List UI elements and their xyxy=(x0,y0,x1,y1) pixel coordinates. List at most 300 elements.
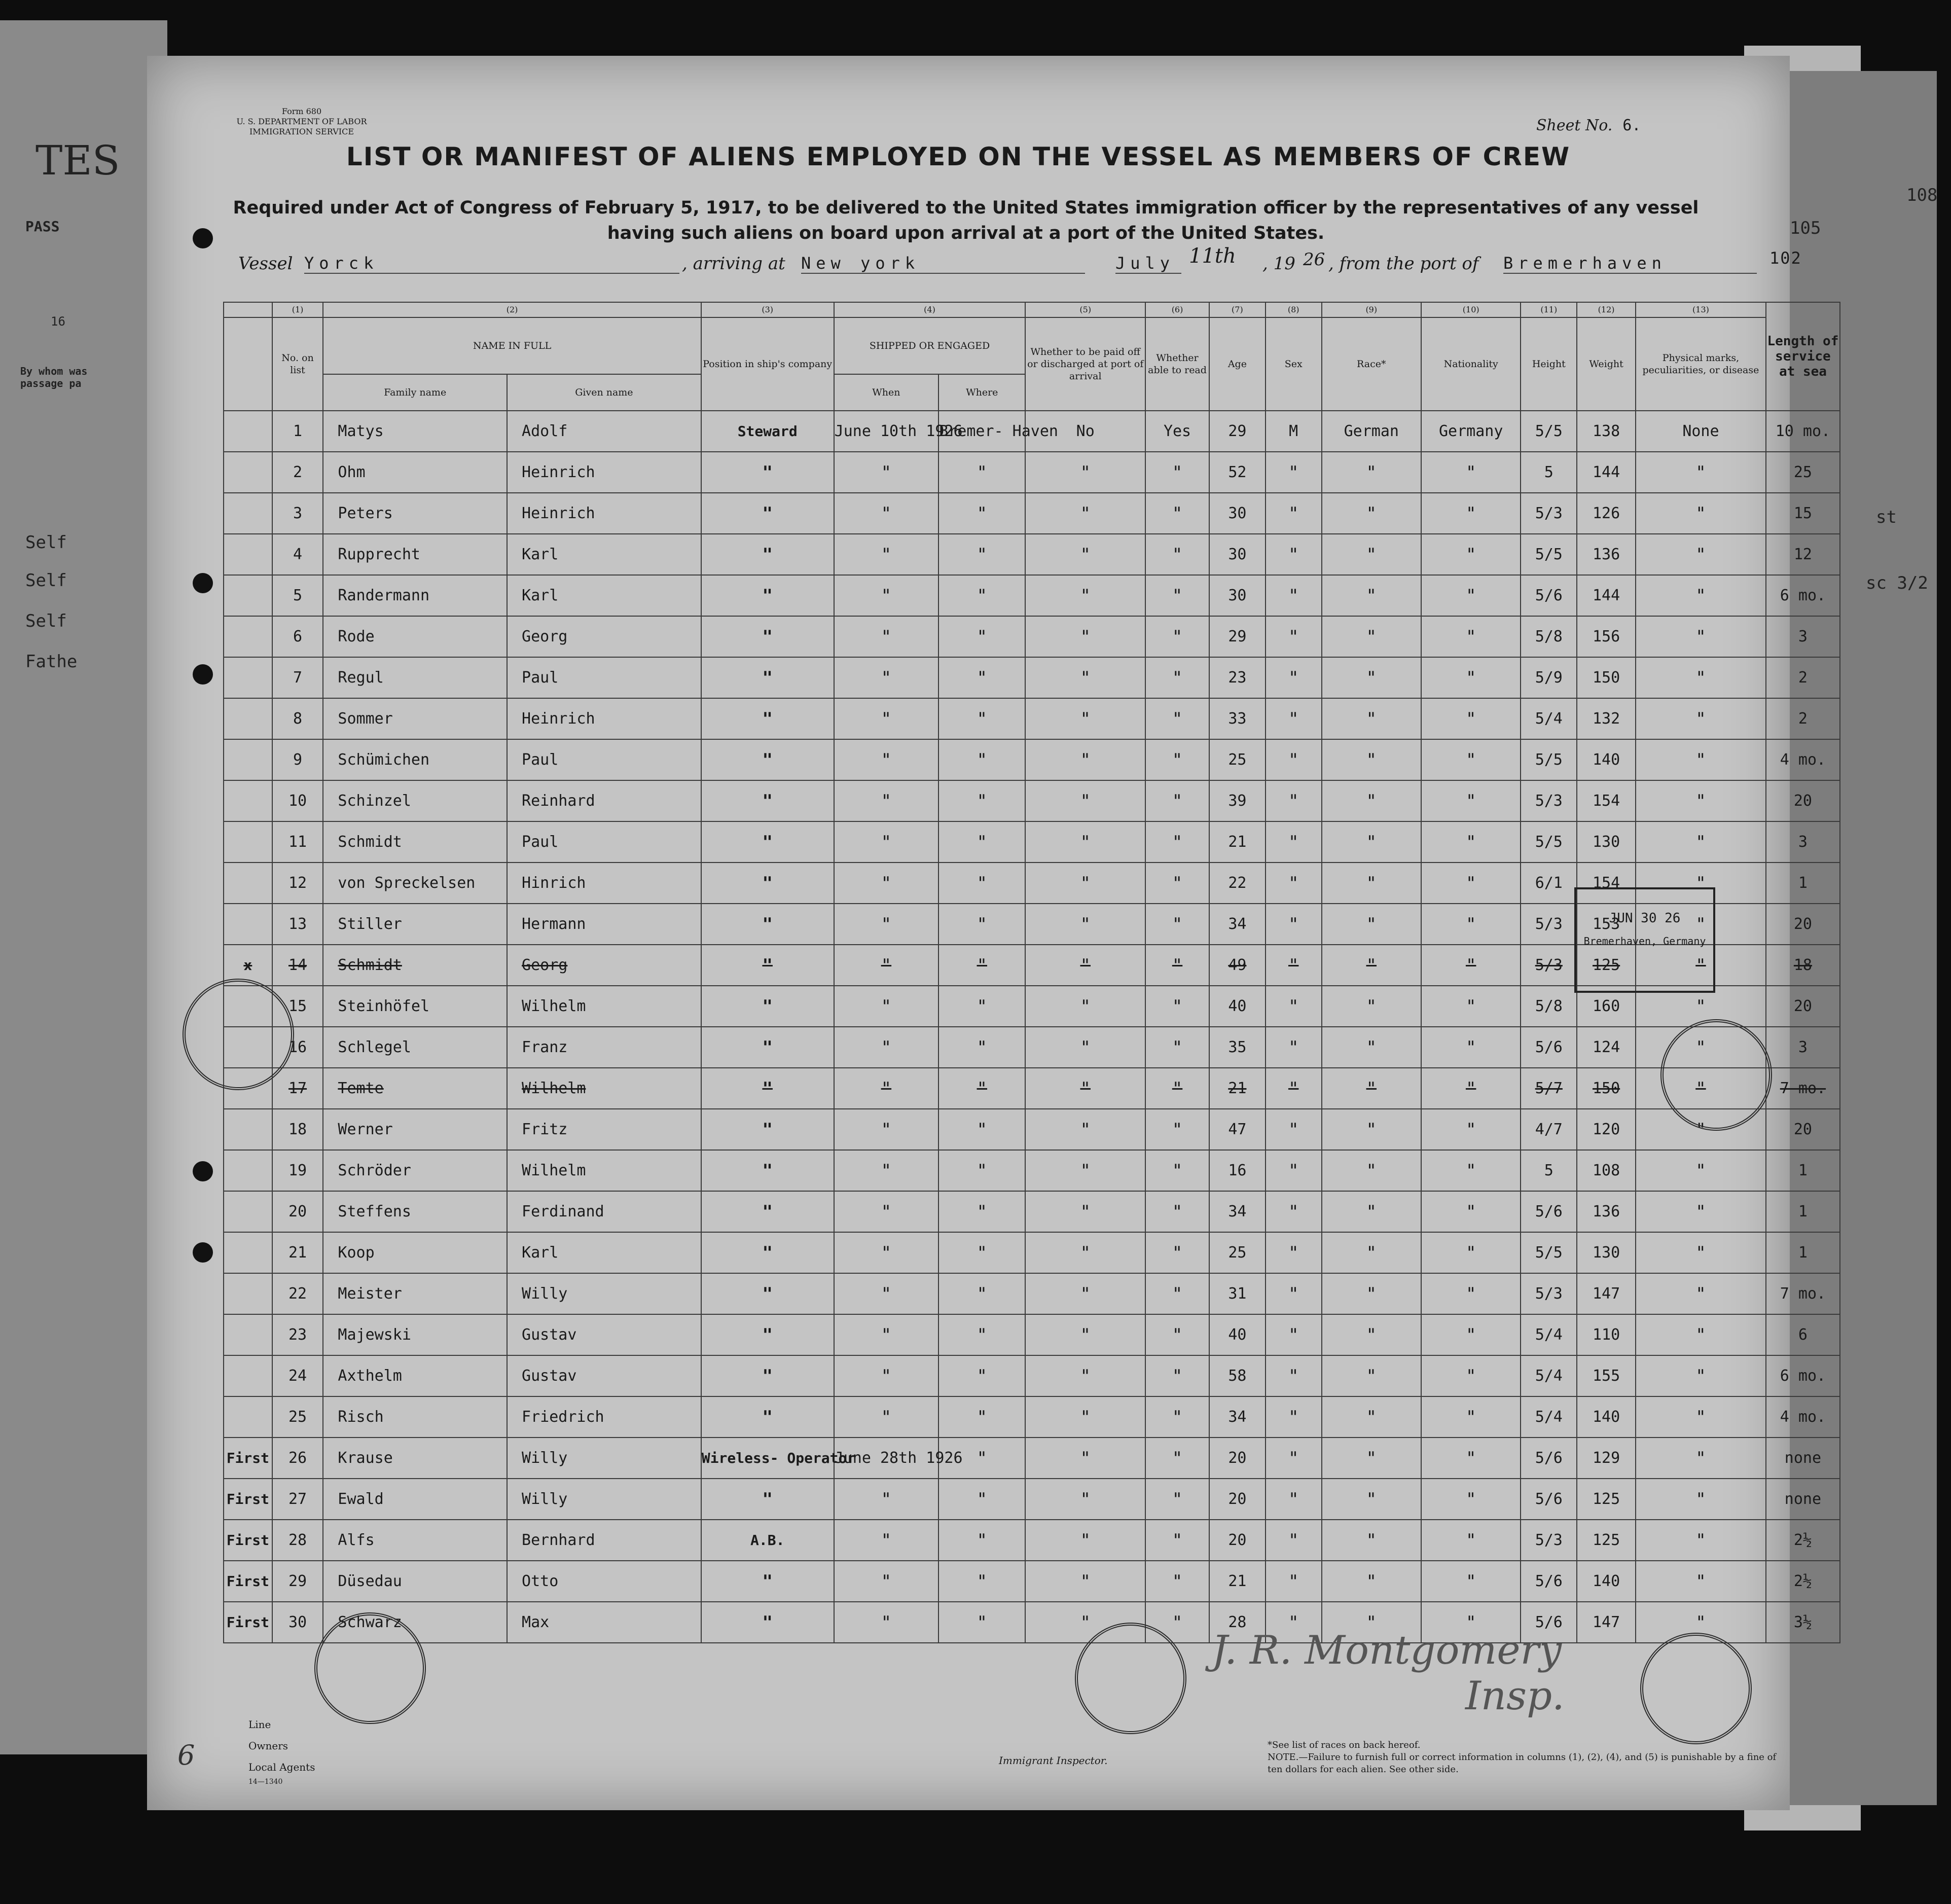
service-length-cell: 20 xyxy=(1766,986,1840,1027)
nationality-cell: " xyxy=(1421,657,1521,698)
nationality-cell: " xyxy=(1421,1150,1521,1191)
race-cell: " xyxy=(1322,1479,1421,1520)
given-name-cell: Reinhard xyxy=(507,780,701,821)
height-header: Height xyxy=(1521,317,1577,411)
row-mark-cell xyxy=(224,411,272,452)
shipped-where-cell: " xyxy=(938,534,1025,575)
height-cell: 5/6 xyxy=(1521,1027,1577,1068)
age-header: Age xyxy=(1209,317,1266,411)
able-to-read-cell: " xyxy=(1145,1150,1209,1191)
under-text-sc: sc 3/2 xyxy=(1866,573,1928,593)
physical-marks-cell: None xyxy=(1636,411,1766,452)
height-cell: 5/4 xyxy=(1521,1314,1577,1355)
column-header-row xyxy=(224,317,1840,374)
given-name-cell: Bernhard xyxy=(507,1520,701,1561)
penalty-note: NOTE.—Failure to furnish full or correct information in columns (1), (2), (4), and (5) is punishable by a fine of ten dollars for each alien. See other side. xyxy=(1268,1752,1777,1775)
row-number-cell: 27 xyxy=(272,1479,323,1520)
shipped-where-cell: " xyxy=(938,1396,1025,1438)
paid-off-cell: " xyxy=(1025,1273,1145,1314)
paid-off-cell: " xyxy=(1025,1561,1145,1602)
paid-off-cell: " xyxy=(1025,698,1145,739)
shipped-engaged-header: SHIPPED OR ENGAGED xyxy=(834,317,1026,374)
able-to-read-cell: " xyxy=(1145,1602,1209,1643)
race-cell: " xyxy=(1322,945,1421,986)
paid-off-cell: No xyxy=(1025,411,1145,452)
shipped-where-cell: " xyxy=(938,1438,1025,1479)
shipped-when-cell: " xyxy=(834,863,938,904)
physical-marks-cell: " xyxy=(1636,575,1766,616)
shipped-where-cell: " xyxy=(938,1068,1025,1109)
paid-off-cell: " xyxy=(1025,575,1145,616)
row-number-cell: 7 xyxy=(272,657,323,698)
col-num: (1) xyxy=(272,302,323,317)
shipped-where-cell: " xyxy=(938,863,1025,904)
consulate-seal xyxy=(1640,1633,1752,1744)
punch-hole xyxy=(193,1242,213,1263)
able-to-read-cell: " xyxy=(1145,1438,1209,1479)
family-name-cell: Rupprecht xyxy=(323,534,507,575)
family-name-cell: Meister xyxy=(323,1273,507,1314)
sex-cell: " xyxy=(1266,1520,1322,1561)
arrival-port: New york xyxy=(801,254,1085,274)
row-number-cell: 6 xyxy=(272,616,323,657)
service-length-cell: 4 mo. xyxy=(1766,739,1840,780)
race-cell: " xyxy=(1322,1520,1421,1561)
race-cell: " xyxy=(1322,1027,1421,1068)
physical-marks-cell: " xyxy=(1636,1150,1766,1191)
given-name-cell: Adolf xyxy=(507,411,701,452)
race-cell: " xyxy=(1322,1355,1421,1396)
sex-cell: " xyxy=(1266,575,1322,616)
age-cell: 30 xyxy=(1209,534,1266,575)
shipped-when-cell: " xyxy=(834,1191,938,1232)
family-name-cell: Schmidt xyxy=(323,945,507,986)
service-length-cell: 2 xyxy=(1766,657,1840,698)
weight-cell: 154 xyxy=(1577,780,1636,821)
family-name-cell: Schümichen xyxy=(323,739,507,780)
shipped-when-cell: " xyxy=(834,1520,938,1561)
from-port-label: , from the port of xyxy=(1328,254,1479,274)
col-num: (7) xyxy=(1209,302,1266,317)
nationality-cell: " xyxy=(1421,575,1521,616)
table-row xyxy=(224,1438,1840,1479)
shipped-where-cell: " xyxy=(938,452,1025,493)
row-mark-cell xyxy=(224,780,272,821)
handwritten-page-number: 6 xyxy=(177,1739,195,1771)
paid-off-cell: " xyxy=(1025,1602,1145,1643)
service-length-cell: 18 xyxy=(1766,945,1840,986)
shipped-when-cell: " xyxy=(834,452,938,493)
given-name-cell: Wilhelm xyxy=(507,986,701,1027)
paid-off-cell: " xyxy=(1025,1355,1145,1396)
row-number-cell: 15 xyxy=(272,986,323,1027)
row-mark-cell xyxy=(224,1355,272,1396)
weight-cell: 136 xyxy=(1577,534,1636,575)
shipped-where-cell: " xyxy=(938,1479,1025,1520)
family-name-cell: Krause xyxy=(323,1438,507,1479)
row-number-cell: 21 xyxy=(272,1232,323,1273)
race-cell: " xyxy=(1322,986,1421,1027)
table-row xyxy=(224,452,1840,493)
row-mark-cell xyxy=(224,452,272,493)
vessel-label: Vessel xyxy=(238,254,293,274)
height-cell: 5 xyxy=(1521,452,1577,493)
row-mark-cell: First xyxy=(224,1520,272,1561)
physical-marks-cell: " xyxy=(1636,1602,1766,1643)
height-cell: 5/3 xyxy=(1521,780,1577,821)
table-row xyxy=(224,411,1840,452)
physical-marks-cell: " xyxy=(1636,739,1766,780)
given-name-cell: Wilhelm xyxy=(507,1150,701,1191)
row-mark-cell: First xyxy=(224,1602,272,1643)
shipped-when-cell: " xyxy=(834,780,938,821)
punch-hole xyxy=(193,228,213,248)
table-row xyxy=(224,1232,1840,1273)
row-number-cell: 17 xyxy=(272,1068,323,1109)
sex-cell: M xyxy=(1266,411,1322,452)
able-to-read-cell: " xyxy=(1145,986,1209,1027)
row-number-cell: 29 xyxy=(272,1561,323,1602)
footer-line-label: Line xyxy=(248,1718,271,1731)
consulate-seal xyxy=(1660,1019,1772,1131)
given-name-cell: Heinrich xyxy=(507,452,701,493)
family-name-cell: Axthelm xyxy=(323,1355,507,1396)
weight-cell: 120 xyxy=(1577,1109,1636,1150)
row-mark-cell: First xyxy=(224,1438,272,1479)
position-cell: " xyxy=(701,1068,834,1109)
weight-cell: 129 xyxy=(1577,1438,1636,1479)
weight-cell: 125 xyxy=(1577,1479,1636,1520)
race-cell: " xyxy=(1322,1314,1421,1355)
row-mark-cell xyxy=(224,1273,272,1314)
shipped-where-cell: " xyxy=(938,986,1025,1027)
given-name-cell: Heinrich xyxy=(507,493,701,534)
race-cell: " xyxy=(1322,1602,1421,1643)
weight-cell: 124 xyxy=(1577,1027,1636,1068)
shipped-where-cell: " xyxy=(938,1602,1025,1643)
sex-cell: " xyxy=(1266,698,1322,739)
given-name-cell: Fritz xyxy=(507,1109,701,1150)
punch-hole xyxy=(193,573,213,593)
position-cell: " xyxy=(701,657,834,698)
position-cell: " xyxy=(701,1355,834,1396)
nationality-cell: " xyxy=(1421,986,1521,1027)
position-cell: " xyxy=(701,1109,834,1150)
race-cell: " xyxy=(1322,616,1421,657)
table-row xyxy=(224,1396,1840,1438)
sex-cell: " xyxy=(1266,863,1322,904)
sex-cell: " xyxy=(1266,821,1322,863)
row-mark-cell xyxy=(224,616,272,657)
family-name-cell: Peters xyxy=(323,493,507,534)
sex-cell: " xyxy=(1266,1027,1322,1068)
given-name-cell: Paul xyxy=(507,821,701,863)
inspector-signature: J. R. Montgomery xyxy=(1212,1628,1562,1673)
age-cell: 47 xyxy=(1209,1109,1266,1150)
height-cell: 5/3 xyxy=(1521,945,1577,986)
able-to-read-cell: Yes xyxy=(1145,411,1209,452)
row-number-cell: 25 xyxy=(272,1396,323,1438)
age-cell: 34 xyxy=(1209,1396,1266,1438)
arriving-label: , arriving at xyxy=(682,254,785,274)
service-length-cell: 7 mo. xyxy=(1766,1068,1840,1109)
underlying-sheet-left xyxy=(0,20,167,1754)
position-cell: " xyxy=(701,1232,834,1273)
shipped-when-cell: " xyxy=(834,1396,938,1438)
departure-port: Bremerhaven xyxy=(1503,254,1757,274)
given-name-cell: Gustav xyxy=(507,1314,701,1355)
age-cell: 20 xyxy=(1209,1479,1266,1520)
given-name-cell: Otto xyxy=(507,1561,701,1602)
sex-cell: " xyxy=(1266,1068,1322,1109)
paid-off-cell: " xyxy=(1025,1520,1145,1561)
row-mark-cell xyxy=(224,1191,272,1232)
height-cell: 5/5 xyxy=(1521,739,1577,780)
given-name-cell: Max xyxy=(507,1602,701,1643)
position-cell: " xyxy=(701,739,834,780)
row-mark-cell xyxy=(224,657,272,698)
nationality-cell: " xyxy=(1421,1191,1521,1232)
position-cell: " xyxy=(701,698,834,739)
age-cell: 21 xyxy=(1209,821,1266,863)
age-cell: 23 xyxy=(1209,657,1266,698)
physical-marks-cell: " xyxy=(1636,1355,1766,1396)
table-row xyxy=(224,1068,1840,1109)
immigrant-inspector-label: Immigrant Inspector. xyxy=(999,1754,1108,1767)
height-cell: 5/6 xyxy=(1521,1191,1577,1232)
row-mark-cell xyxy=(224,1232,272,1273)
service-length-cell: 6 mo. xyxy=(1766,575,1840,616)
able-to-read-cell: " xyxy=(1145,698,1209,739)
able-to-read-cell: " xyxy=(1145,863,1209,904)
service-length-cell: 6 mo. xyxy=(1766,1355,1840,1396)
service-length-cell: none xyxy=(1766,1438,1840,1479)
service-name: IMMIGRATION SERVICE xyxy=(249,127,354,136)
col-num: (3) xyxy=(701,302,834,317)
shipped-where-cell: " xyxy=(938,1027,1025,1068)
sex-header: Sex xyxy=(1266,317,1322,411)
height-cell: 5/5 xyxy=(1521,821,1577,863)
weight-cell: 138 xyxy=(1577,411,1636,452)
position-header: Position in ship's company xyxy=(701,317,834,411)
shipped-when-cell: " xyxy=(834,1150,938,1191)
table-row xyxy=(224,1314,1840,1355)
given-name-cell: Friedrich xyxy=(507,1396,701,1438)
family-name-cell: Rode xyxy=(323,616,507,657)
age-cell: 34 xyxy=(1209,1191,1266,1232)
paid-off-cell: " xyxy=(1025,1438,1145,1479)
nationality-cell: " xyxy=(1421,863,1521,904)
race-cell: " xyxy=(1322,493,1421,534)
table-row xyxy=(224,1355,1840,1396)
shipped-when-cell: " xyxy=(834,1479,938,1520)
consulate-seal xyxy=(314,1612,426,1724)
shipped-where-cell: " xyxy=(938,739,1025,780)
shipped-when-cell: June 28th 1926 xyxy=(834,1438,938,1479)
table-row xyxy=(224,616,1840,657)
height-cell: 5/3 xyxy=(1521,1273,1577,1314)
height-cell: 5/4 xyxy=(1521,1355,1577,1396)
no-on-list-header: No. on list xyxy=(272,317,323,411)
table-row xyxy=(224,780,1840,821)
weight-cell: 140 xyxy=(1577,1396,1636,1438)
position-cell: " xyxy=(701,1561,834,1602)
family-name-cell: Schinzel xyxy=(323,780,507,821)
sex-cell: " xyxy=(1266,986,1322,1027)
nationality-cell: " xyxy=(1421,1438,1521,1479)
service-length-cell: 3 xyxy=(1766,821,1840,863)
race-cell: " xyxy=(1322,1232,1421,1273)
sex-cell: " xyxy=(1266,616,1322,657)
paid-off-cell: " xyxy=(1025,616,1145,657)
shipped-when-cell: " xyxy=(834,698,938,739)
family-name-cell: Majewski xyxy=(323,1314,507,1355)
sex-cell: " xyxy=(1266,1232,1322,1273)
age-cell: 25 xyxy=(1209,1232,1266,1273)
given-name-cell: Willy xyxy=(507,1273,701,1314)
paid-off-cell: " xyxy=(1025,1150,1145,1191)
physical-marks-cell: " xyxy=(1636,657,1766,698)
service-length-cell: 12 xyxy=(1766,534,1840,575)
paid-off-cell: " xyxy=(1025,739,1145,780)
nationality-cell: " xyxy=(1421,1232,1521,1273)
row-mark-cell xyxy=(224,863,272,904)
physical-marks-cell: " xyxy=(1636,1438,1766,1479)
vessel-line xyxy=(223,244,1802,279)
physical-marks-cell: " xyxy=(1636,1314,1766,1355)
service-length-cell: 3 xyxy=(1766,1027,1840,1068)
row-number-cell: 16 xyxy=(272,1027,323,1068)
row-mark-cell: First xyxy=(224,1561,272,1602)
sex-cell: " xyxy=(1266,534,1322,575)
form-reference xyxy=(218,106,385,137)
arrival-month: July xyxy=(1115,254,1181,274)
position-cell: " xyxy=(701,863,834,904)
race-cell: " xyxy=(1322,534,1421,575)
table-row xyxy=(224,575,1840,616)
shipped-where-cell: " xyxy=(938,698,1025,739)
row-number-cell: 2 xyxy=(272,452,323,493)
nationality-cell: " xyxy=(1421,698,1521,739)
shipped-when-cell: " xyxy=(834,986,938,1027)
sex-cell: " xyxy=(1266,1314,1322,1355)
height-cell: 5/5 xyxy=(1521,534,1577,575)
nationality-cell: " xyxy=(1421,1355,1521,1396)
shipped-where-cell: " xyxy=(938,493,1025,534)
family-name-header: Family name xyxy=(323,374,507,411)
able-to-read-cell: " xyxy=(1145,1232,1209,1273)
paid-off-cell: " xyxy=(1025,1314,1145,1355)
given-name-cell: Willy xyxy=(507,1438,701,1479)
given-name-cell: Karl xyxy=(507,534,701,575)
sex-cell: " xyxy=(1266,452,1322,493)
sheet-number-label: Sheet No. xyxy=(1536,117,1613,134)
height-cell: 5/9 xyxy=(1521,657,1577,698)
row-number-cell: 22 xyxy=(272,1273,323,1314)
row-mark-cell: x xyxy=(224,945,272,986)
row-number-cell: 18 xyxy=(272,1109,323,1150)
punch-hole xyxy=(193,1161,213,1181)
row-number-cell: 3 xyxy=(272,493,323,534)
weight-cell: 144 xyxy=(1577,575,1636,616)
age-cell: 21 xyxy=(1209,1561,1266,1602)
row-mark-cell xyxy=(224,904,272,945)
row-mark-cell xyxy=(224,575,272,616)
shipped-when-cell: " xyxy=(834,1068,938,1109)
paid-off-cell: " xyxy=(1025,986,1145,1027)
under-text-st: st xyxy=(1876,507,1897,527)
race-cell: " xyxy=(1322,1273,1421,1314)
row-number-cell: 20 xyxy=(272,1191,323,1232)
able-to-read-header: Whether able to read xyxy=(1145,317,1209,411)
race-cell: " xyxy=(1322,780,1421,821)
col-num: (9) xyxy=(1322,302,1421,317)
row-mark-cell xyxy=(224,739,272,780)
weight-cell: 147 xyxy=(1577,1273,1636,1314)
nationality-cell: " xyxy=(1421,534,1521,575)
able-to-read-cell: " xyxy=(1145,575,1209,616)
row-mark-cell xyxy=(224,1396,272,1438)
nationality-cell: " xyxy=(1421,616,1521,657)
family-name-cell: Düsedau xyxy=(323,1561,507,1602)
race-note: *See list of races on back hereof. xyxy=(1268,1740,1421,1750)
row-number-cell: 5 xyxy=(272,575,323,616)
position-cell: " xyxy=(701,452,834,493)
row-number-cell: 11 xyxy=(272,821,323,863)
height-cell: 5/6 xyxy=(1521,1602,1577,1643)
position-cell: " xyxy=(701,1191,834,1232)
under-text-pass: PASS xyxy=(25,218,60,235)
consulate-seal xyxy=(183,979,294,1090)
page-subtitle: Required under Act of Congress of February 5, 1917, to be delivered to the United States immigration officer by the representatives of any vessel having such aliens on board upon arrival at a port of the United States. xyxy=(233,198,1699,243)
sex-cell: " xyxy=(1266,780,1322,821)
table-row xyxy=(224,1150,1840,1191)
table-row xyxy=(224,1191,1840,1232)
given-name-cell: Karl xyxy=(507,1232,701,1273)
position-cell: " xyxy=(701,1150,834,1191)
under-text-self-1: Self xyxy=(25,532,67,553)
physical-marks-cell: " xyxy=(1636,821,1766,863)
family-name-cell: Koop xyxy=(323,1232,507,1273)
row-number-cell: 1 xyxy=(272,411,323,452)
family-name-cell: Matys xyxy=(323,411,507,452)
shipped-where-cell: " xyxy=(938,657,1025,698)
col-num: (2) xyxy=(323,302,701,317)
able-to-read-cell: " xyxy=(1145,1314,1209,1355)
footer-agents-label: Local Agents xyxy=(248,1761,315,1773)
able-to-read-cell: " xyxy=(1145,1027,1209,1068)
row-mark-cell xyxy=(224,1150,272,1191)
weight-cell: 140 xyxy=(1577,739,1636,780)
shipped-where-cell: " xyxy=(938,1314,1025,1355)
sheet-count: 102 xyxy=(1769,248,1802,268)
service-length-cell: 1 xyxy=(1766,863,1840,904)
height-cell: 5/7 xyxy=(1521,1068,1577,1109)
col-num: (12) xyxy=(1577,302,1636,317)
family-name-cell: Ohm xyxy=(323,452,507,493)
physical-marks-header: Physical marks, peculiarities, or disease xyxy=(1636,317,1766,411)
able-to-read-cell: " xyxy=(1145,1109,1209,1150)
under-text-self-2: Self xyxy=(25,570,67,591)
shipped-where-cell: " xyxy=(938,1273,1025,1314)
family-name-cell: Schwarz xyxy=(323,1602,507,1643)
row-number-cell: 26 xyxy=(272,1438,323,1479)
paid-off-cell: " xyxy=(1025,534,1145,575)
race-cell: " xyxy=(1322,575,1421,616)
row-mark-cell xyxy=(224,534,272,575)
table-row xyxy=(224,739,1840,780)
given-name-cell: Hermann xyxy=(507,904,701,945)
